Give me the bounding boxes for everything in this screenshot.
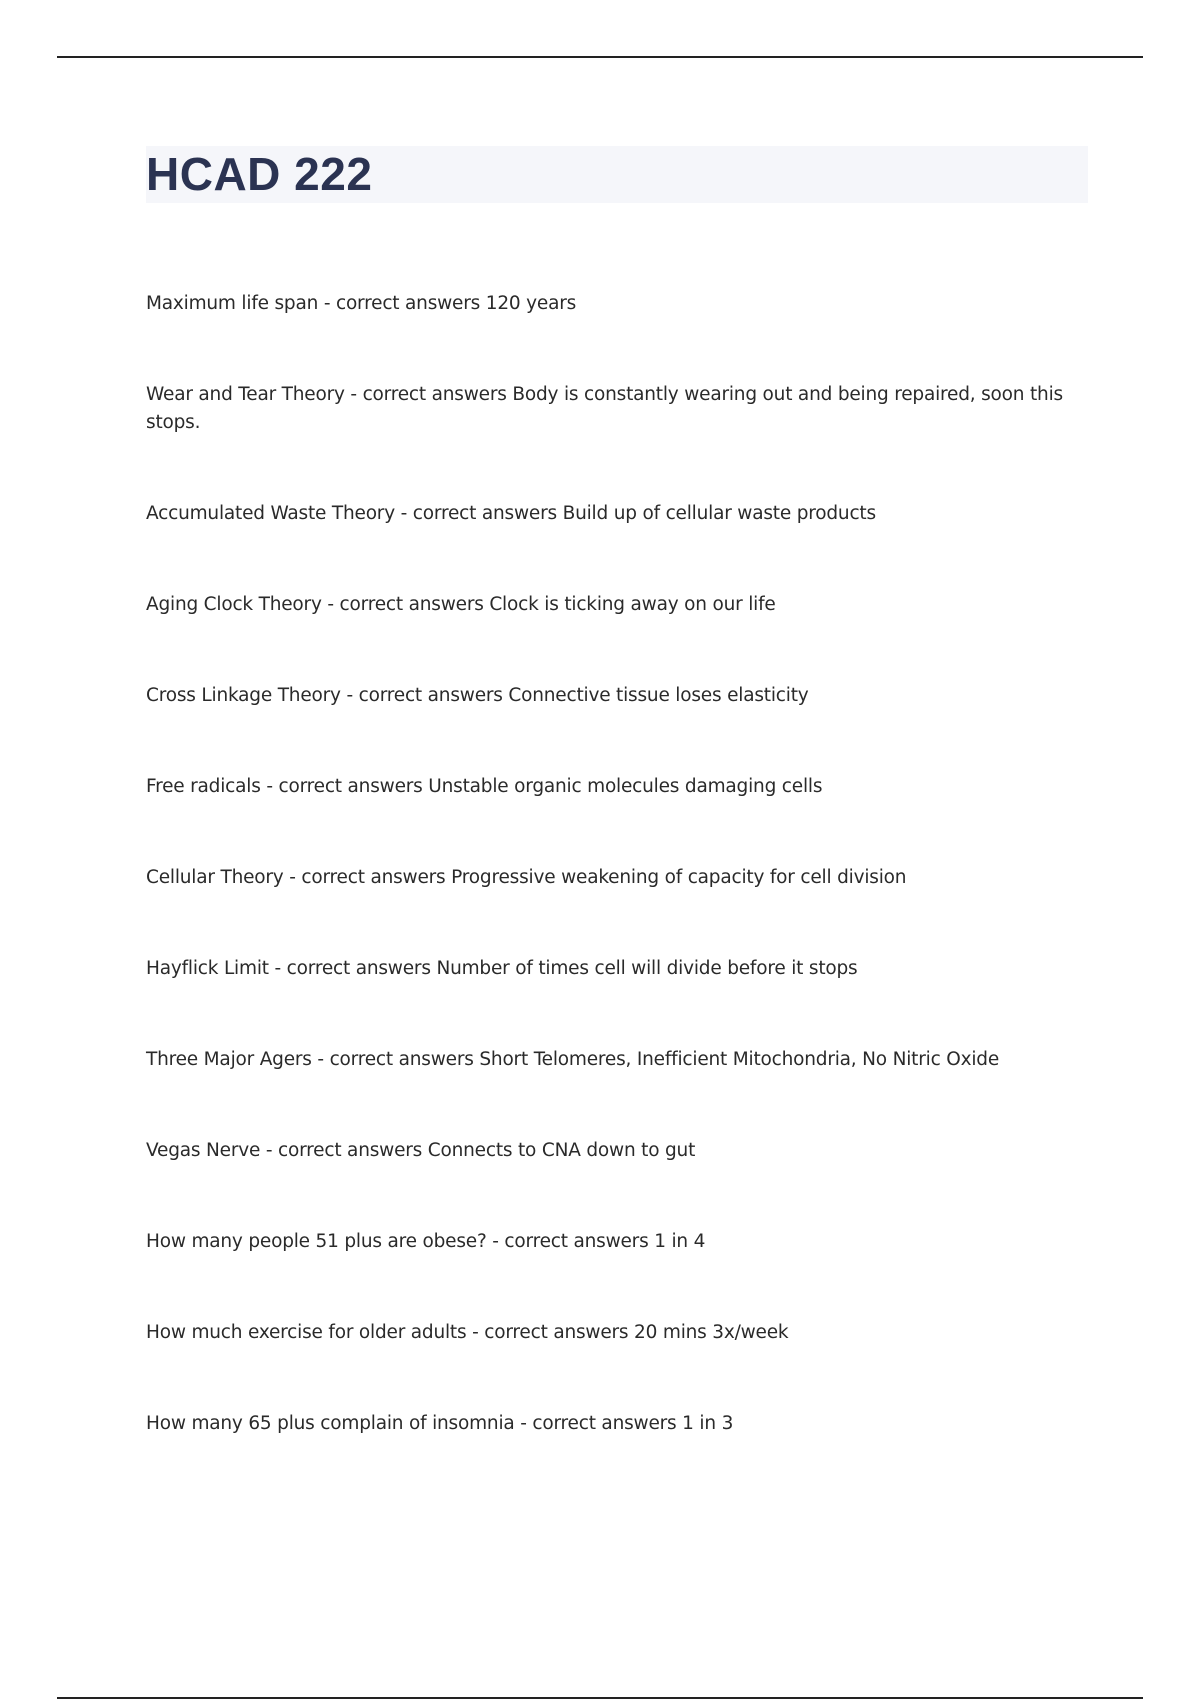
list-item: Vegas Nerve - correct answers Connects to CNA down to gut [146, 1140, 696, 1161]
list-item: Three Major Agers - correct answers Short Telomeres, Inefficient Mitochondria, No Nitric Oxide [146, 1049, 1000, 1070]
top-divider [57, 56, 1143, 58]
list-item: How many people 51 plus are obese? - correct answers 1 in 4 [146, 1231, 706, 1252]
list-item: Free radicals - correct answers Unstable organic molecules damaging cells [146, 776, 823, 797]
list-item: Aging Clock Theory - correct answers Clock is ticking away on our life [146, 594, 776, 615]
list-item: Maximum life span - correct answers 120 years [146, 293, 577, 314]
bottom-divider [57, 1697, 1143, 1699]
title-banner [146, 146, 1088, 203]
list-item: Cross Linkage Theory - correct answers Connective tissue loses elasticity [146, 685, 809, 706]
list-item: Hayflick Limit - correct answers Number of times cell will divide before it stops [146, 958, 858, 979]
list-item: Wear and Tear Theory - correct answers Body is constantly wearing out and being repaired, soon this stops. [146, 384, 1063, 433]
document-title: HCAD 222 [146, 148, 373, 200]
list-item: Cellular Theory - correct answers Progressive weakening of capacity for cell division [146, 867, 907, 888]
list-item: How much exercise for older adults - correct answers 20 mins 3x/week [146, 1322, 789, 1343]
list-item: How many 65 plus complain of insomnia - correct answers 1 in 3 [146, 1413, 734, 1434]
list-item: Accumulated Waste Theory - correct answers Build up of cellular waste products [146, 503, 876, 524]
